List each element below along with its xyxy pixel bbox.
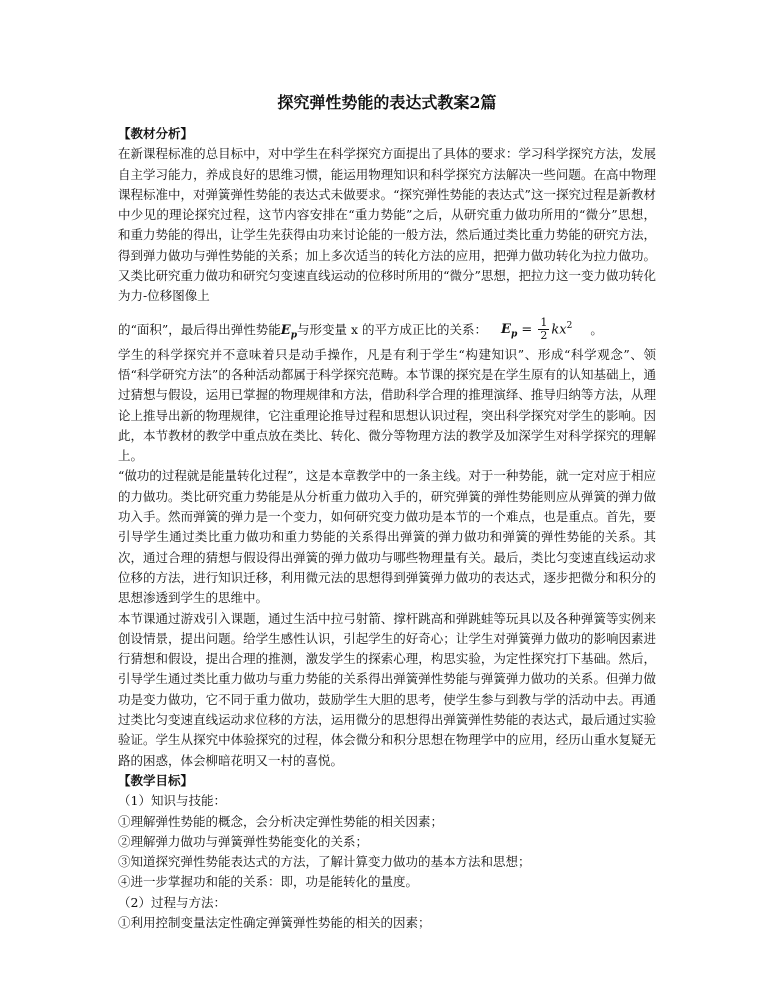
paragraph: “做功的过程就是能量转化过程”，这是本章教学中的一条主线。对于一种势能，就一定对应于相应的力做功。类比研究重力势能是从分析重力做功入手的，研究弹簧的弹性势能则应从弹簧的弹力做功入手。然而弹簧的弹力是一个变力，如何研究变力做功是本节的一个难点，也是重点。首先，要引导学生通过类比重力做功和重力势能的关系得出弹簧的弹力做功和弹簧的弹性势能的关系。其次，通过合理的猜想与假设得出弹簧的弹力做功与哪些物理量有关。最后，类比匀变速直线运动求位移的方法，进行知识迁移，利用微元法的思想得到弹簧弹力做功的表达式，逐步把微分和积分的思想渗透到学生的思维中。 [118,468,656,606]
goal-subheading: （2）过程与方法： [118,894,226,910]
paragraph: 本节课通过游戏引入课题，通过生活中拉弓射箭、撑杆跳高和弹跳蛙等玩具以及各种弹簧等实例来创设情景，提出问题。给学生感性认识，引起学生的好奇心；让学生对弹簧弹力做功的影响因素进行猜想和假设，提出合理的推测，激发学生的探索心理，构思实验，为定性探究打下基础。然后，引导学生通过类比重力做功与重力势能的关系得出弹簧弹性势能与弹簧弹力做功的关系。但弹力做功是变力做功，它不同于重力做功，鼓励学生大胆的思考，使学生参与到教与学的活动中去。再通过类比匀变速直线运动求位移的方法，运用微分的思想得出弹簧弹性势能的表达式，最后通过实验验证。学生从探究中体验探究的过程，体会微分和积分思想在物理学中的应用，经历山重水复疑无路的困惑，体会柳暗花明又一村的喜悦。 [118,610,656,768]
formula-line [118,311,656,341]
elastic-energy-symbol: $E_p$ [280,322,298,341]
elastic-energy-formula: $E_p$ = $\frac{1}{2}$ $kx^2$ [501,316,573,342]
paragraph: 学生的科学探究并不意味着只是动手操作，凡是有利于学生“构建知识”、形成“科学观念”、领悟“科学研究方法”的各种活动都属于科学探究范畴。本节课的探究是在学生原有的认知基础上，通过猜想与假设，运用已掌握的物理规律和方法，借助科学合理的推理演绎、推导归纳等方法，从理论上推导出新的物理规律，它注重理论推导过程和思想认识过程，突出科学探究对学生的影响。因此，本节教材的教学中重点放在类比、转化、微分等物理方法的教学及加深学生对科学探究的理解上。 [118,346,656,464]
document-page [118,92,656,933]
formula-line-mid: 与形变量 x 的平方成正比的关系： [297,321,488,337]
document-title: 探究弹性势能的表达式教案2篇 [277,93,497,112]
list-item: ①利用控制变量法定性确定弹簧弹性势能的相关的因素； [118,914,431,930]
paragraph: 在新课程标准的总目标中，对中学生在科学探究方面提出了具体的要求：学习科学探究方法，发展自主学习能力，养成良好的思维习惯，能运用物理知识和科学探究方法解决一些问题。在高中物理课程标准中，对弹簧弹性势能的表达式未做要求。“探究弹性势能的表达式”这一探究过程是新教材中少见的理论探究过程，这节内容安排在“重力势能”之后，从研究重力做功所用的“微分”思想，和重力势能的得出，让学生先获得由功来讨论能的一般方法，然后通过类比重力势能的研究方法，得到弹力做功与弹性势能的关系；加上多次适当的转化方法的应用，把弹力做功转化为拉力做功。又类比研究重力做功和研究匀变速直线运动的位移时所用的“微分”思想，把拉力这一变力做功转化为力-位移图像上 [118,146,656,304]
goal-subheading: （1）知识与技能： [118,793,226,809]
section-heading-goals: 【教学目标】 [118,772,194,788]
list-item: ④进一步掌握功和能的关系：即，功是能转化的量度。 [118,874,419,890]
formula-line-end: 。 [590,321,603,337]
formula-line-pre: 的“面积”，最后得出弹性势能 [118,321,281,337]
section-heading-analysis: 【教材分析】 [118,126,194,141]
list-item: ②理解弹力做功与弹簧弹性势能变化的关系； [118,833,369,849]
list-item: ③知道探究弹性势能表达式的方法，了解计算变力做功的基本方法和思想； [118,854,531,870]
list-item: ①理解弹性势能的概念，会分析决定弹性势能的相关因素； [118,813,444,829]
fraction-one-half: $\frac{1}{2}$ [540,316,548,342]
